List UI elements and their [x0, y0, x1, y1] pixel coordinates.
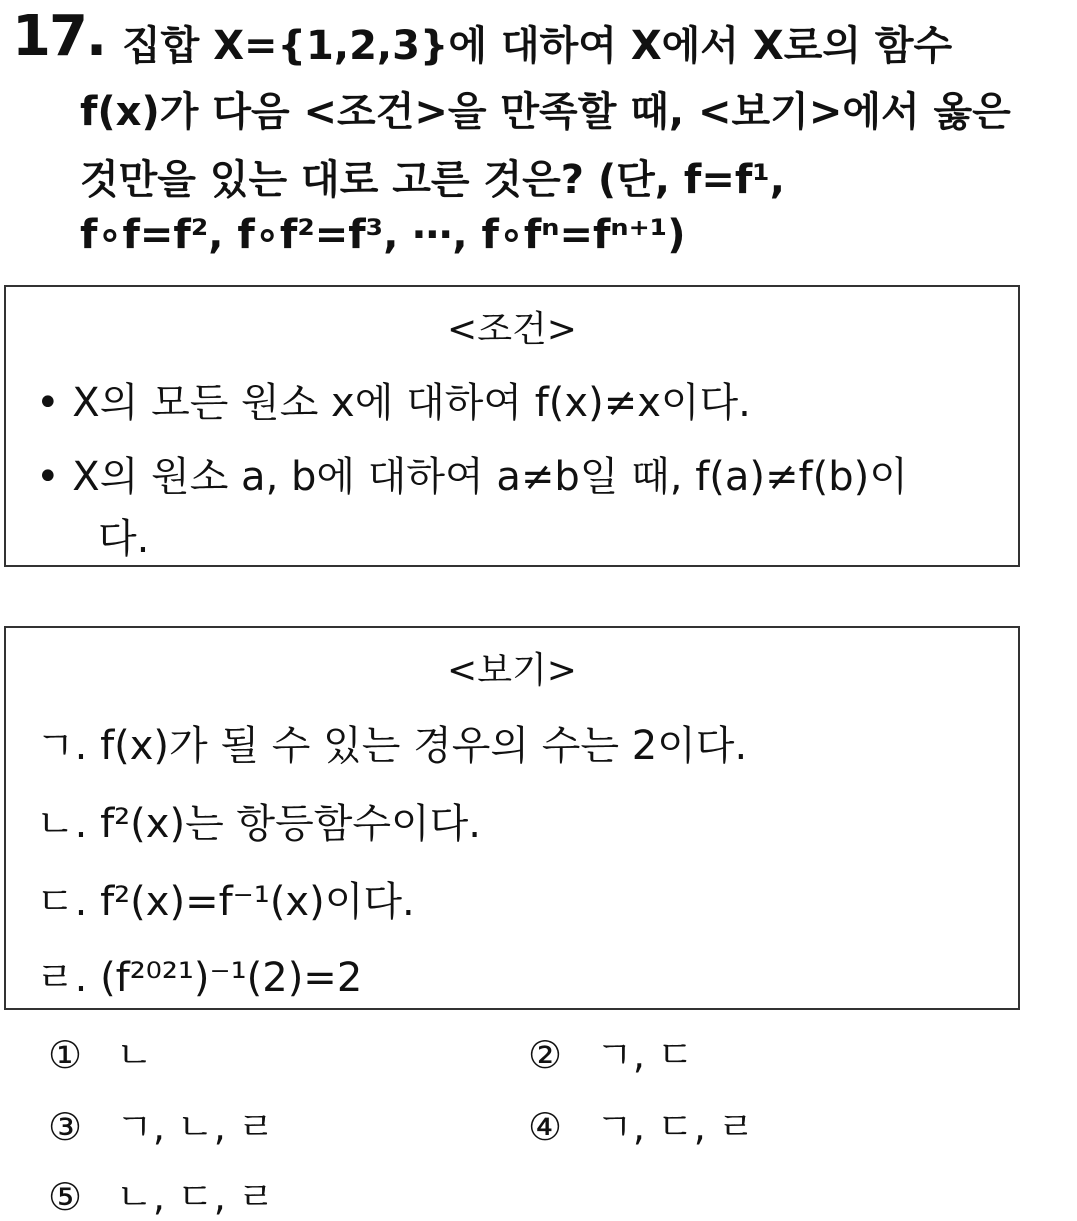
choice-2-number: ②: [528, 1033, 563, 1077]
choice-5-text: ㄴ, ㄷ, ㄹ: [116, 1175, 275, 1219]
question-line-2: f(x)가 다음 <조건>을 만족할 때, <보기>에서 옳은: [80, 89, 1011, 135]
bogi-title: <보기>: [447, 650, 577, 691]
choice-5-number: ⑤: [48, 1175, 83, 1219]
bogi-item-digeut: ㄷ. f²(x)=f⁻¹(x)이다.: [36, 879, 415, 925]
condition-item-1: • X의 모든 원소 x에 대하여 f(x)≠x이다.: [36, 380, 751, 426]
choice-4-number: ④: [528, 1105, 563, 1149]
bogi-box: [4, 626, 1020, 1010]
choice-4[interactable]: [528, 1096, 755, 1151]
choice-1[interactable]: [48, 1024, 153, 1079]
question-number: 17.: [12, 4, 106, 69]
choice-2[interactable]: [528, 1024, 694, 1079]
question-line-4: f∘f=f², f∘f²=f³, ⋯, f∘fⁿ=fⁿ⁺¹): [80, 212, 686, 258]
question-line-3: 것만을 있는 대로 고른 것은? (단, f=f¹,: [80, 157, 785, 203]
choice-1-number: ①: [48, 1033, 83, 1077]
condition-item-2-continuation: 다.: [98, 516, 150, 562]
choice-1-text: ㄴ: [116, 1033, 153, 1077]
choice-3-text: ㄱ, ㄴ, ㄹ: [116, 1105, 275, 1149]
bogi-item-rieul: ㄹ. (f²⁰²¹)⁻¹(2)=2: [36, 955, 363, 1001]
conditions-box: [4, 285, 1020, 567]
choice-2-text: ㄱ, ㄷ: [596, 1033, 694, 1077]
question-line-1: 집합 X={1,2,3}에 대하여 X에서 X로의 함수: [122, 23, 953, 69]
bogi-item-nieun: ㄴ. f²(x)는 항등함수이다.: [36, 801, 481, 847]
choice-4-text: ㄱ, ㄷ, ㄹ: [596, 1105, 755, 1149]
conditions-title: <조건>: [447, 309, 577, 350]
choice-5[interactable]: [48, 1166, 275, 1221]
condition-item-2: • X의 원소 a, b에 대하여 a≠b일 때, f(a)≠f(b)이: [36, 454, 908, 500]
bogi-item-giyeok: ㄱ. f(x)가 될 수 있는 경우의 수는 2이다.: [36, 723, 748, 769]
choice-3[interactable]: [48, 1096, 275, 1151]
choice-3-number: ③: [48, 1105, 83, 1149]
